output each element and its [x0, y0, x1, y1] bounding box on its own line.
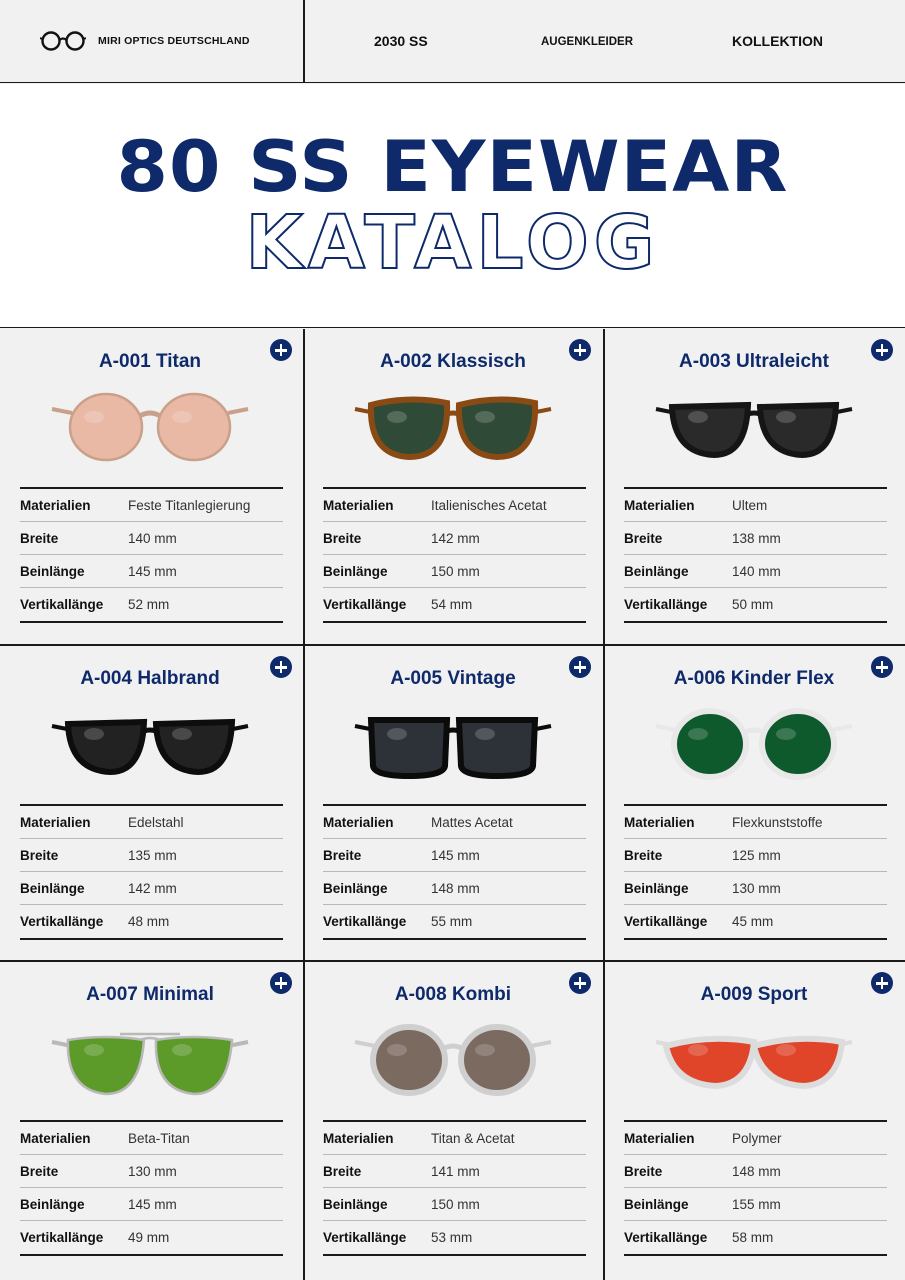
- spec-label: Breite: [20, 530, 59, 546]
- spec-label: Vertikallänge: [323, 597, 407, 612]
- spec-value: 140 mm: [128, 530, 177, 546]
- product-name: A-001 Titan: [98, 351, 202, 372]
- spec-value: 148 mm: [431, 880, 480, 896]
- spec-value: 58 mm: [732, 1230, 774, 1245]
- add-product-icon[interactable]: [569, 339, 591, 361]
- spec-label: Beinlänge: [624, 1196, 689, 1212]
- nav-augenkleider[interactable]: AUGENKLEIDER: [541, 36, 634, 48]
- spec-value: 48 mm: [128, 914, 170, 929]
- product-name: A-005 Vintage: [390, 668, 516, 689]
- spec-label: Materialien: [20, 497, 91, 513]
- nav-2030-ss[interactable]: 2030 SS: [374, 33, 428, 49]
- spec-value: 138 mm: [732, 530, 781, 546]
- spec-table: [624, 487, 887, 623]
- spec-label: Materialien: [20, 1130, 91, 1146]
- add-product-icon[interactable]: [871, 339, 893, 361]
- add-product-icon[interactable]: [270, 656, 292, 678]
- spec-row-material: [20, 1122, 283, 1155]
- spec-label: Materialien: [323, 1130, 394, 1146]
- product-name: A-007 Minimal: [86, 984, 214, 1005]
- spec-row-vertical: [323, 1221, 586, 1254]
- add-product-icon[interactable]: [871, 972, 893, 994]
- product-name: A-006 Kinder Flex: [673, 668, 835, 689]
- spec-value: Beta-Titan: [128, 1130, 190, 1146]
- spec-table: [20, 804, 283, 940]
- spec-row-width: [323, 522, 586, 555]
- add-product-icon[interactable]: [569, 656, 591, 678]
- eyeglasses-icon: [654, 387, 854, 467]
- product-card: [604, 329, 904, 644]
- spec-value: Flexkunststoffe: [732, 814, 823, 830]
- spec-value: 142 mm: [128, 880, 177, 896]
- spec-row-material: [624, 806, 887, 839]
- spec-label: Breite: [20, 1163, 59, 1179]
- product-card: [0, 962, 300, 1277]
- spec-label: Beinlänge: [323, 1196, 388, 1212]
- spec-row-vertical: [624, 905, 887, 938]
- spec-row-material: [323, 489, 586, 522]
- spec-row-temple: [323, 1188, 586, 1221]
- spec-row-material: [323, 806, 586, 839]
- spec-value: 150 mm: [431, 1196, 480, 1212]
- product-card: [303, 329, 603, 644]
- spec-label: Materialien: [624, 814, 695, 830]
- nav-kollektion[interactable]: KOLLEKTION: [732, 33, 823, 49]
- spec-row-temple: [20, 555, 283, 588]
- spec-label: Vertikallänge: [20, 1230, 104, 1245]
- spec-value: Ultem: [732, 497, 768, 513]
- spec-value: 142 mm: [431, 530, 480, 546]
- spec-label: Vertikallänge: [20, 914, 104, 929]
- spec-value: 140 mm: [732, 563, 781, 579]
- spec-row-vertical: [624, 588, 887, 621]
- header-divider: [303, 0, 305, 83]
- spec-value: 155 mm: [732, 1196, 781, 1212]
- spec-label: Vertikallänge: [323, 914, 407, 929]
- spec-row-width: [624, 839, 887, 872]
- spec-label: Materialien: [20, 814, 91, 830]
- eyeglasses-icon: [353, 1020, 553, 1100]
- eyeglasses-icon: [654, 704, 854, 784]
- spec-row-temple: [323, 872, 586, 905]
- add-product-icon[interactable]: [871, 656, 893, 678]
- spec-value: 141 mm: [431, 1163, 480, 1179]
- spec-row-vertical: [20, 1221, 283, 1254]
- spec-value: 53 mm: [431, 1230, 473, 1245]
- spec-row-temple: [20, 872, 283, 905]
- eyeglasses-icon: [50, 704, 250, 784]
- product-name: A-008 Kombi: [394, 984, 512, 1005]
- spec-value: Italienisches Acetat: [431, 497, 547, 513]
- product-name: A-009 Sport: [700, 984, 808, 1005]
- spec-value: 50 mm: [732, 597, 774, 612]
- spec-row-temple: [624, 555, 887, 588]
- eyeglasses-icon: [353, 387, 553, 467]
- spec-value: 145 mm: [128, 563, 177, 579]
- spec-label: Beinlänge: [624, 880, 689, 896]
- spec-label: Materialien: [323, 497, 394, 513]
- spec-label: Materialien: [624, 497, 695, 513]
- spec-row-width: [624, 1155, 887, 1188]
- spec-row-width: [323, 839, 586, 872]
- spec-table: [624, 804, 887, 940]
- spec-label: Breite: [323, 1163, 362, 1179]
- spec-value: 54 mm: [431, 597, 473, 612]
- spec-label: Breite: [624, 1163, 663, 1179]
- spec-value: 135 mm: [128, 847, 177, 863]
- hero-subtitle: KATALOG: [245, 200, 660, 286]
- spec-value: 125 mm: [732, 847, 781, 863]
- spec-value: 55 mm: [431, 914, 473, 929]
- spec-label: Breite: [323, 847, 362, 863]
- glasses-logo-icon: [40, 30, 86, 52]
- spec-row-temple: [20, 1188, 283, 1221]
- spec-value: Mattes Acetat: [431, 814, 513, 830]
- product-card: [303, 962, 603, 1277]
- spec-row-vertical: [323, 588, 586, 621]
- spec-row-temple: [323, 555, 586, 588]
- eyeglasses-icon: [50, 387, 250, 467]
- add-product-icon[interactable]: [270, 339, 292, 361]
- spec-value: 45 mm: [732, 914, 774, 929]
- spec-row-temple: [624, 1188, 887, 1221]
- spec-row-width: [20, 1155, 283, 1188]
- spec-row-width: [624, 522, 887, 555]
- product-name: A-004 Halbrand: [80, 668, 220, 689]
- product-card: [303, 646, 603, 961]
- spec-value: 130 mm: [128, 1163, 177, 1179]
- product-grid: [0, 329, 905, 1280]
- spec-label: Beinlänge: [20, 563, 85, 579]
- spec-row-material: [323, 1122, 586, 1155]
- hero-title: 80 SS EYEWEAR: [116, 126, 789, 208]
- spec-label: Beinlänge: [624, 563, 689, 579]
- spec-row-material: [624, 489, 887, 522]
- spec-label: Vertikallänge: [624, 597, 708, 612]
- product-card: [604, 646, 904, 961]
- spec-row-temple: [624, 872, 887, 905]
- spec-row-width: [323, 1155, 586, 1188]
- spec-row-material: [20, 489, 283, 522]
- hero-banner: [0, 84, 905, 328]
- eyeglasses-icon: [50, 1020, 250, 1100]
- product-name: A-002 Klassisch: [380, 351, 526, 372]
- spec-table: [20, 1120, 283, 1256]
- spec-value: Polymer: [732, 1130, 782, 1146]
- spec-row-vertical: [20, 588, 283, 621]
- spec-label: Vertikallänge: [323, 1230, 407, 1245]
- spec-row-width: [20, 522, 283, 555]
- spec-row-material: [20, 806, 283, 839]
- spec-label: Breite: [624, 847, 663, 863]
- product-card: [0, 646, 300, 961]
- eyeglasses-icon: [353, 704, 553, 784]
- eyeglasses-icon: [654, 1020, 854, 1100]
- spec-row-material: [624, 1122, 887, 1155]
- spec-label: Beinlänge: [323, 880, 388, 896]
- spec-row-width: [20, 839, 283, 872]
- spec-value: 130 mm: [732, 880, 781, 896]
- spec-label: Breite: [323, 530, 362, 546]
- add-product-icon[interactable]: [270, 972, 292, 994]
- top-bar: [0, 0, 905, 83]
- spec-row-vertical: [20, 905, 283, 938]
- spec-label: Beinlänge: [323, 563, 388, 579]
- spec-value: 145 mm: [431, 847, 480, 863]
- spec-value: 150 mm: [431, 563, 480, 579]
- spec-label: Vertikallänge: [624, 914, 708, 929]
- spec-label: Beinlänge: [20, 880, 85, 896]
- spec-value: 49 mm: [128, 1230, 170, 1245]
- spec-row-vertical: [323, 905, 586, 938]
- spec-value: 52 mm: [128, 597, 170, 612]
- spec-table: [323, 1120, 586, 1256]
- spec-table: [323, 804, 586, 940]
- spec-row-vertical: [624, 1221, 887, 1254]
- spec-value: Feste Titanlegierung: [128, 497, 251, 513]
- spec-table: [323, 487, 586, 623]
- spec-label: Beinlänge: [20, 1196, 85, 1212]
- spec-value: 148 mm: [732, 1163, 781, 1179]
- spec-value: Edelstahl: [128, 814, 184, 830]
- spec-value: Titan & Acetat: [431, 1130, 515, 1146]
- spec-label: Vertikallänge: [624, 1230, 708, 1245]
- spec-label: Vertikallänge: [20, 597, 104, 612]
- brand[interactable]: [40, 30, 250, 52]
- spec-table: [20, 487, 283, 623]
- spec-table: [624, 1120, 887, 1256]
- spec-value: 145 mm: [128, 1196, 177, 1212]
- product-card: [604, 962, 904, 1277]
- spec-label: Breite: [624, 530, 663, 546]
- add-product-icon[interactable]: [569, 972, 591, 994]
- spec-label: Breite: [20, 847, 59, 863]
- product-name: A-003 Ultraleicht: [679, 351, 829, 372]
- product-card: [0, 329, 300, 644]
- brand-name: MIRI OPTICS DEUTSCHLAND: [98, 35, 250, 47]
- spec-label: Materialien: [323, 814, 394, 830]
- spec-label: Materialien: [624, 1130, 695, 1146]
